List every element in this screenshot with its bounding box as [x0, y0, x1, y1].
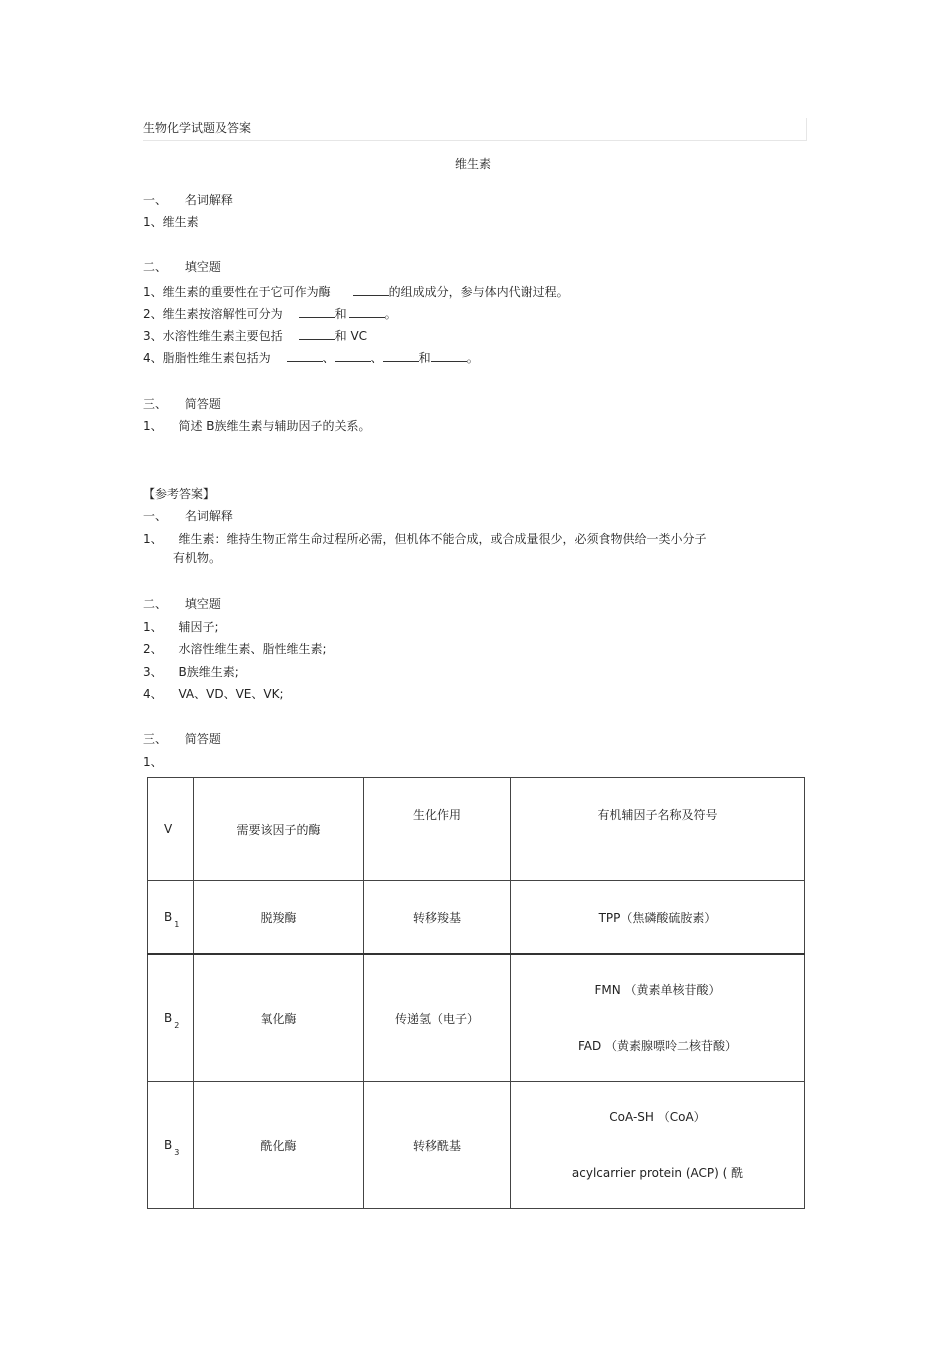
answer-item-continued: 有机物。 [173, 551, 222, 565]
section-1-heading [143, 192, 233, 208]
enzyme-cell: 氧化酶 [194, 954, 364, 1082]
fill-text: 和 VC [334, 329, 368, 343]
section-number: 一、 [143, 509, 168, 523]
cofactor-cell [511, 1082, 805, 1209]
answer-blank [287, 349, 323, 362]
item-text: 简述 B族维生素与辅助因子的关系。 [178, 419, 371, 433]
answer-item [143, 664, 239, 680]
answer-blank [353, 283, 389, 296]
header-divider [143, 140, 807, 141]
fill-text: 。 [384, 307, 397, 321]
header-divider-right [806, 118, 807, 140]
answer-blank [431, 349, 467, 362]
fill-text: 2、维生素按溶解性可分为 [143, 307, 283, 321]
section-label: 名词解释 [184, 193, 233, 207]
fill-item-3 [143, 327, 367, 344]
section-2-heading [143, 259, 221, 275]
cofactor-cell: TPP（焦磷酸硫胺素） [511, 881, 805, 955]
section-label: 填空题 [184, 260, 221, 274]
vitamin-cell [148, 881, 194, 955]
item-text: VA、VD、VE、VK; [178, 687, 284, 701]
vitamin-letter: B [164, 910, 173, 924]
fill-text: 。 [466, 351, 479, 365]
answer-blank [349, 305, 385, 318]
answer-blank [383, 349, 419, 362]
answer-item [143, 531, 706, 547]
cofactor-line: FMN （黄素单核苷酸） [594, 983, 721, 997]
answer-blank [299, 305, 335, 318]
document-header: 生物化学试题及答案 [143, 121, 252, 135]
section-number: 一、 [143, 193, 168, 207]
vitamin-subscript: 1 [174, 920, 180, 929]
cofactor-cell [511, 954, 805, 1082]
cofactor-line: CoA-SH （CoA） [609, 1110, 706, 1124]
section-3-heading [143, 396, 221, 412]
header-enzyme: 需要该因子的酶 [194, 778, 364, 881]
header-vitamin: V [148, 778, 194, 881]
page-title: 维生素 [455, 157, 492, 171]
table-row [148, 954, 805, 1082]
vitamin-subscript: 3 [174, 1148, 180, 1157]
answer-blank [299, 327, 335, 340]
vitamin-cofactor-table [147, 777, 805, 1209]
fill-item-2 [143, 305, 397, 322]
enzyme-cell: 酰化酶 [194, 1082, 364, 1209]
table-header-row [148, 778, 805, 881]
item-number: 4、 [143, 687, 163, 701]
fill-text: 和 [334, 307, 347, 321]
item-text: 辅因子; [178, 620, 219, 634]
section-label: 填空题 [184, 597, 221, 611]
answer-section-2-heading [143, 596, 221, 612]
enzyme-cell: 脱羧酶 [194, 881, 364, 955]
item-number: 1、 [143, 620, 163, 634]
vitamin-cell [148, 1082, 194, 1209]
role-cell: 转移酰基 [364, 1082, 511, 1209]
item-text: 维生素：维持生物正常生命过程所必需，但机体不能合成，或合成量很少，必须食物供给一类小分子 [178, 532, 707, 546]
fill-item-1 [143, 283, 569, 300]
answer-section-1-heading [143, 508, 233, 524]
vitamin-letter: B [164, 1138, 173, 1152]
item-text: B族维生素; [178, 665, 239, 679]
item-number: 1、 [143, 532, 163, 546]
section-label: 简答题 [184, 397, 221, 411]
table-row [148, 1082, 805, 1209]
answer-item [143, 686, 283, 702]
section-number: 二、 [143, 260, 168, 274]
header-role: 生化作用 [364, 778, 511, 881]
section-number: 三、 [143, 732, 168, 746]
role-cell: 传递氢（电子） [364, 954, 511, 1082]
answer-item-number: 1、 [143, 755, 163, 769]
fill-text: 的组成成分，参与体内代谢过程。 [388, 285, 569, 299]
item-number: 1、 [143, 419, 163, 433]
answers-title: 【参考答案】 [143, 487, 216, 501]
table-row [148, 881, 805, 955]
answer-section-3-heading [143, 731, 221, 747]
fill-text: 和 [418, 351, 431, 365]
fill-text: 3、水溶性维生素主要包括 [143, 329, 283, 343]
fill-text: 、 [322, 351, 335, 365]
question-item: 1、维生素 [143, 215, 199, 229]
vitamin-letter: B [164, 1011, 173, 1025]
question-item [143, 418, 371, 434]
section-label: 简答题 [184, 732, 221, 746]
fill-text: 、 [370, 351, 383, 365]
item-text: 水溶性维生素、脂性维生素; [178, 642, 327, 656]
header-cofactor: 有机辅因子名称及符号 [511, 778, 805, 881]
vitamin-cell [148, 954, 194, 1082]
cofactor-line: acylcarrier protein (ACP) ( 酰 [571, 1166, 744, 1180]
answer-item [143, 641, 327, 657]
role-cell: 转移羧基 [364, 881, 511, 955]
fill-item-4 [143, 349, 479, 366]
answer-blank [335, 349, 371, 362]
fill-text: 4、脂脂性维生素包括为 [143, 351, 271, 365]
item-number: 3、 [143, 665, 163, 679]
section-number: 三、 [143, 397, 168, 411]
section-number: 二、 [143, 597, 168, 611]
vitamin-subscript: 2 [174, 1021, 180, 1030]
item-number: 2、 [143, 642, 163, 656]
cofactor-line: FAD （黄素腺嘌呤二核苷酸） [577, 1039, 738, 1053]
section-label: 名词解释 [184, 509, 233, 523]
fill-text: 1、维生素的重要性在于它可作为酶 [143, 285, 331, 299]
answer-item [143, 619, 219, 635]
